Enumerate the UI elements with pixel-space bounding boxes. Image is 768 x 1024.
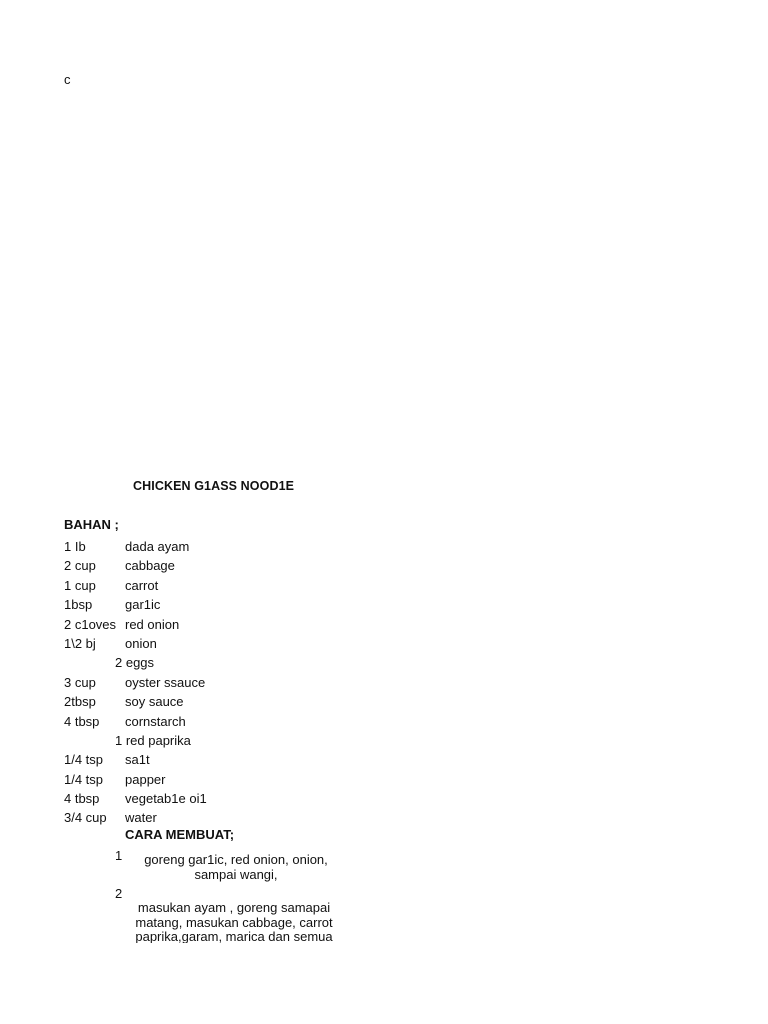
ingredient-quantity: 1/4 tsp xyxy=(64,752,104,768)
ingredient-quantity: 3 cup xyxy=(64,674,96,690)
ingredient-name: gar1ic xyxy=(125,597,161,613)
ingredient-name: water xyxy=(125,810,157,826)
step-line: matang, masukan cabbage, carrot xyxy=(135,914,333,930)
ingredient-name: papper xyxy=(125,771,166,787)
ingredient-quantity: 1 Ib xyxy=(64,539,86,554)
ingredient-quantity: 1bsp xyxy=(64,597,93,613)
ingredient-name: red onion xyxy=(125,616,180,632)
ingredient-quantity: 1\2 bj xyxy=(64,635,96,651)
step-text xyxy=(134,901,334,943)
ingredient-name: soy sauce xyxy=(125,694,184,710)
step-line: goreng gar1ic, red onion, onion, xyxy=(144,852,328,867)
ingredient-inline: 1 red paprika xyxy=(115,732,191,748)
step-line: sampai wangi, xyxy=(194,866,278,882)
ingredient-quantity: 3/4 cup xyxy=(64,810,107,826)
ingredient-quantity: 2 cup xyxy=(64,558,96,574)
ingredient-quantity: 4 tbsp xyxy=(64,791,100,807)
step-line: masukan ayam , goreng samapai xyxy=(137,901,331,915)
ingredient-name: cornstarch xyxy=(125,713,186,729)
ingredient-name: onion xyxy=(125,635,157,651)
ingredient-name: sa1t xyxy=(125,752,150,768)
ingredient-inline: 2 eggs xyxy=(115,655,155,671)
recipe-title: CHICKEN G1ASS NOOD1E xyxy=(133,479,295,493)
stray-character: c xyxy=(64,72,71,87)
ingredient-quantity: 1/4 tsp xyxy=(64,771,104,787)
ingredient-quantity: 2tbsp xyxy=(64,694,96,710)
ingredient-name: vegetab1e oi1 xyxy=(125,791,207,807)
ingredient-quantity: 1 cup xyxy=(64,577,96,593)
ingredient-name: oyster ssauce xyxy=(125,674,206,690)
ingredient-name: dada ayam xyxy=(125,539,190,554)
step-number: 1 xyxy=(115,848,123,863)
ingredient-quantity: 4 tbsp xyxy=(64,713,100,729)
step-number: 2 xyxy=(115,886,123,901)
ingredient-quantity: 2 c1oves xyxy=(64,616,117,632)
ingredient-name: carrot xyxy=(125,577,159,593)
method-heading: CARA MEMBUAT; xyxy=(125,827,235,842)
step-text xyxy=(138,853,334,882)
ingredients-heading: BAHAN ; xyxy=(64,517,119,532)
step-line: paprika,garam, marica dan semua xyxy=(135,929,333,943)
ingredient-name: cabbage xyxy=(125,558,175,574)
